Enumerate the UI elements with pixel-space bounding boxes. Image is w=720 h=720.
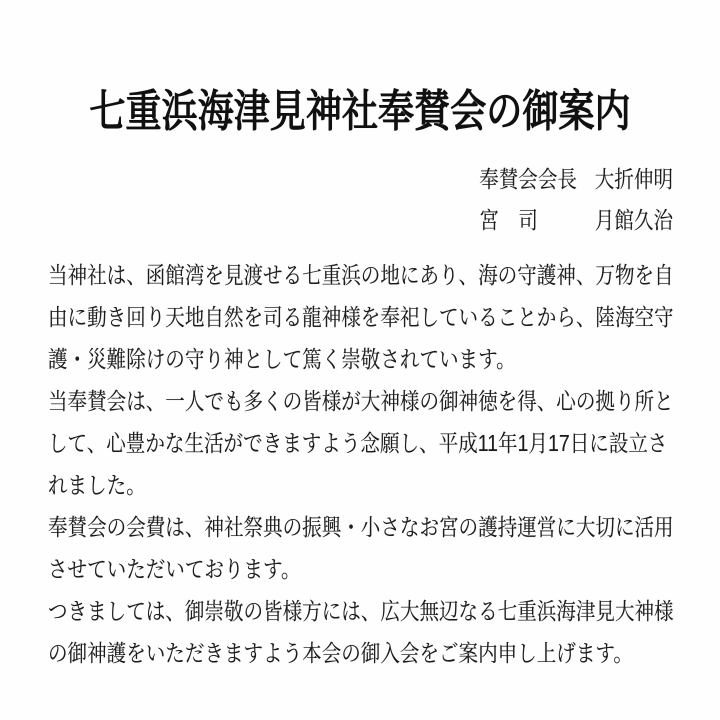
- paragraph: [48, 254, 681, 380]
- body-line: させていただいております。: [48, 556, 301, 582]
- signatory-role: 奉賛会会長: [479, 166, 577, 192]
- signatory-role: 宮 司: [479, 207, 538, 233]
- body-text: [48, 254, 681, 674]
- paragraph: [48, 590, 681, 674]
- signature-block: [479, 159, 673, 241]
- body-line: 奉賛会の会費は、神社祭典の振興・小さなお宮の護持運営に大切に活用: [48, 514, 674, 540]
- paragraph: [48, 506, 681, 590]
- signatory-name: 大折伸明: [594, 166, 673, 192]
- body-line: 当奉賛会は、一人でも多くの皆様が大神様の御神徳を得、心の拠り所と: [48, 388, 674, 414]
- body-line: れました。: [48, 472, 146, 498]
- body-line: 当神社は、函館湾を見渡せる七重浜の地にあり、海の守護神、万物を自: [48, 262, 674, 288]
- signatory-name: 月館久治: [594, 207, 673, 233]
- signatory-row: [479, 159, 673, 200]
- body-line: 護・災難除けの守り神として篤く崇敬されています。: [48, 346, 516, 372]
- signatory-row: [479, 200, 673, 241]
- body-line: つきましては、御崇敬の皆様方には、広大無辺なる七重浜海津見大神様: [48, 598, 674, 624]
- body-line: 由に動き回り天地自然を司る龍神様を奉祀していることから、陸海空守: [48, 304, 674, 330]
- page-title: 七重浜海津見神社奉賛会の御案内: [89, 87, 631, 136]
- body-line: して、心豊かな生活ができますよう念願し、平成11年1月17日に設立さ: [48, 430, 668, 456]
- body-line: の御神護をいただきますよう本会の御入会をご案内申し上げます。: [48, 640, 633, 666]
- paragraph: [48, 380, 681, 506]
